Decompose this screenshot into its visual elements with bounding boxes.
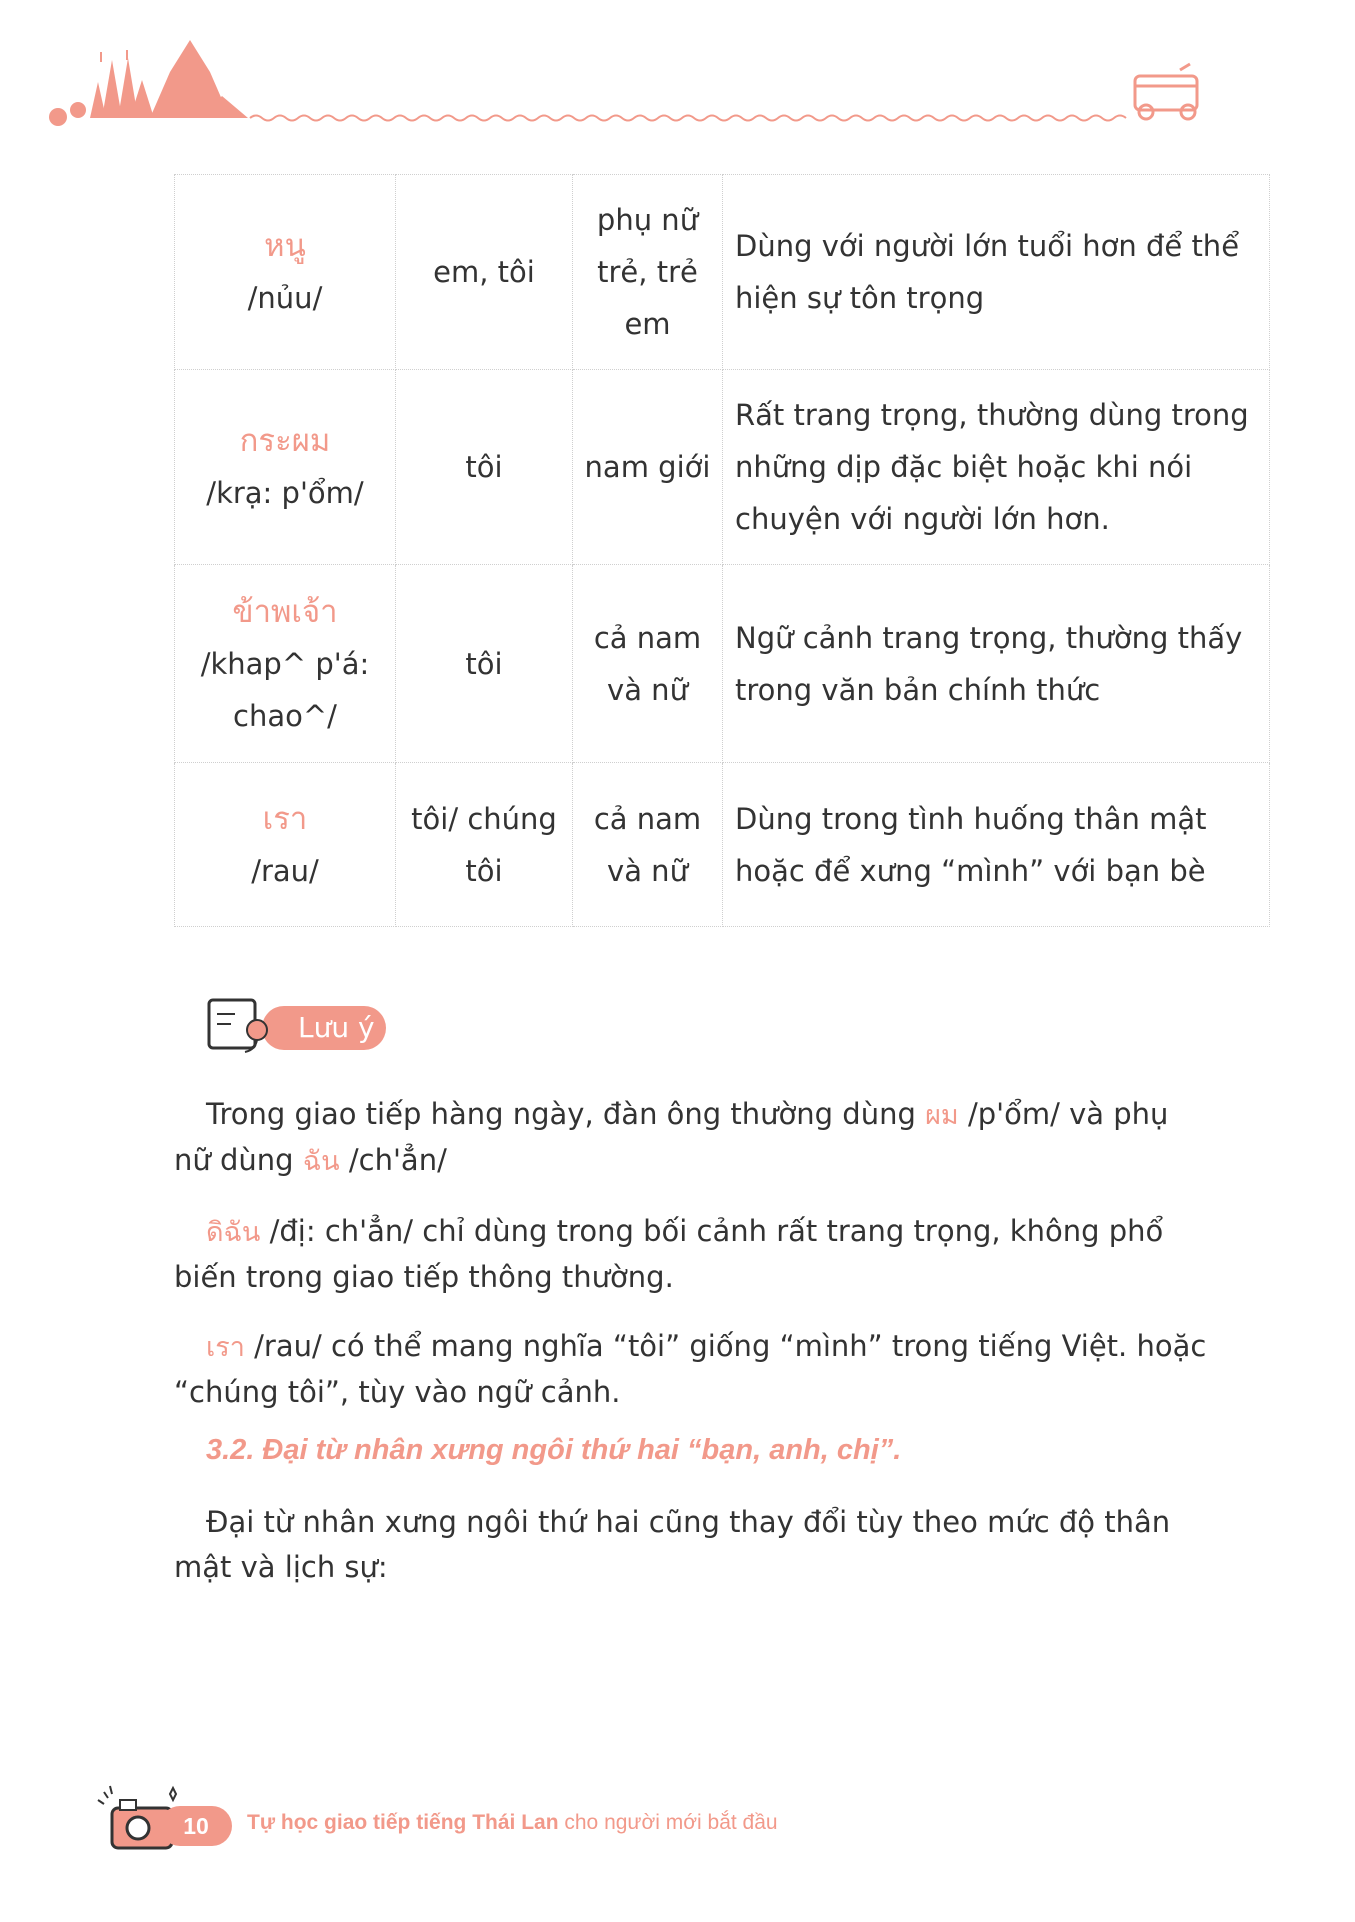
who-cell: phụ nữ trẻ, trẻ em — [573, 175, 723, 370]
pronoun-table — [174, 174, 1270, 927]
table-row — [175, 763, 1270, 927]
thai-word: ข้าพเจ้า — [232, 593, 338, 630]
section-heading: 3.2. Đại từ nhân xưng ngôi thứ hai “bạn, anh, chị”. — [206, 1434, 902, 1466]
table-row — [175, 370, 1270, 565]
romanization: /nủu/ — [247, 281, 323, 315]
notebook-flower-icon — [205, 994, 285, 1058]
usage-cell: Ngữ cảnh trang trọng, thường thấy trong văn bản chính thức — [723, 565, 1270, 763]
page-number: 10 — [160, 1806, 232, 1846]
who-cell: nam giới — [573, 370, 723, 565]
book-title: Tự học giao tiếp tiếng Thái Lan cho người mới bắt đầu — [247, 1811, 778, 1834]
paragraph: Trong giao tiếp hàng ngày, đàn ông thường dùng ผม /p'ổm/ và phụ nữ dùng ฉัน /ch'ẳn/ — [174, 1097, 1169, 1177]
pronoun-cell — [175, 763, 396, 927]
table-row — [175, 565, 1270, 763]
meaning-cell: tôi — [396, 565, 573, 763]
thai-word: ผม — [925, 1100, 959, 1131]
thai-word: ดิฉัน — [206, 1217, 261, 1248]
thai-word: เรา — [262, 800, 308, 837]
usage-cell: Dùng với người lớn tuổi hơn để thể hiện sự tôn trọng — [723, 175, 1270, 370]
pronoun-cell — [175, 565, 396, 763]
who-cell: cả nam và nữ — [573, 565, 723, 763]
meaning-cell: tôi/ chúng tôi — [396, 763, 573, 927]
thai-word: เรา — [206, 1332, 245, 1363]
who-cell: cả nam và nữ — [573, 763, 723, 927]
temple-decoration-icon — [0, 0, 1355, 140]
pronoun-cell — [175, 175, 396, 370]
usage-cell: Dùng trong tình huống thân mật hoặc để xưng “mình” với bạn bè — [723, 763, 1270, 927]
thai-word: หนู — [264, 228, 306, 264]
thai-word: ฉัน — [302, 1146, 340, 1177]
table-row — [175, 175, 1270, 370]
tuk-tuk-icon — [1135, 64, 1197, 119]
usage-cell: Rất trang trọng, thường dùng trong những dịp đặc biệt hoặc khi nói chuyện với người lớn hơn. — [723, 370, 1270, 565]
note-label: Lưu ý — [298, 1011, 375, 1044]
pronoun-cell — [175, 370, 396, 565]
meaning-cell: em, tôi — [396, 175, 573, 370]
page-header — [0, 0, 1355, 140]
thai-word: กระผม — [239, 423, 331, 459]
romanization: /rau/ — [251, 853, 319, 888]
paragraph: ดิฉัน /đị: ch'ẳn/ chỉ dùng trong bối cảnh rất trang trọng, không phổ biến trong giao tiếp thông thường. — [174, 1214, 1164, 1294]
paragraph: Đại từ nhân xưng ngôi thứ hai cũng thay đổi tùy theo mức độ thân mật và lịch sự: — [174, 1505, 1171, 1584]
romanization: /khap^ p'á: chao^/ — [200, 646, 370, 733]
paragraph: เรา /rau/ có thể mang nghĩa “tôi” giống “mình” trong tiếng Việt. hoặc “chúng tôi”, tùy vào ngữ cảnh. — [174, 1329, 1207, 1409]
meaning-cell: tôi — [396, 370, 573, 565]
romanization: /krạ: p'ổm/ — [206, 476, 364, 510]
